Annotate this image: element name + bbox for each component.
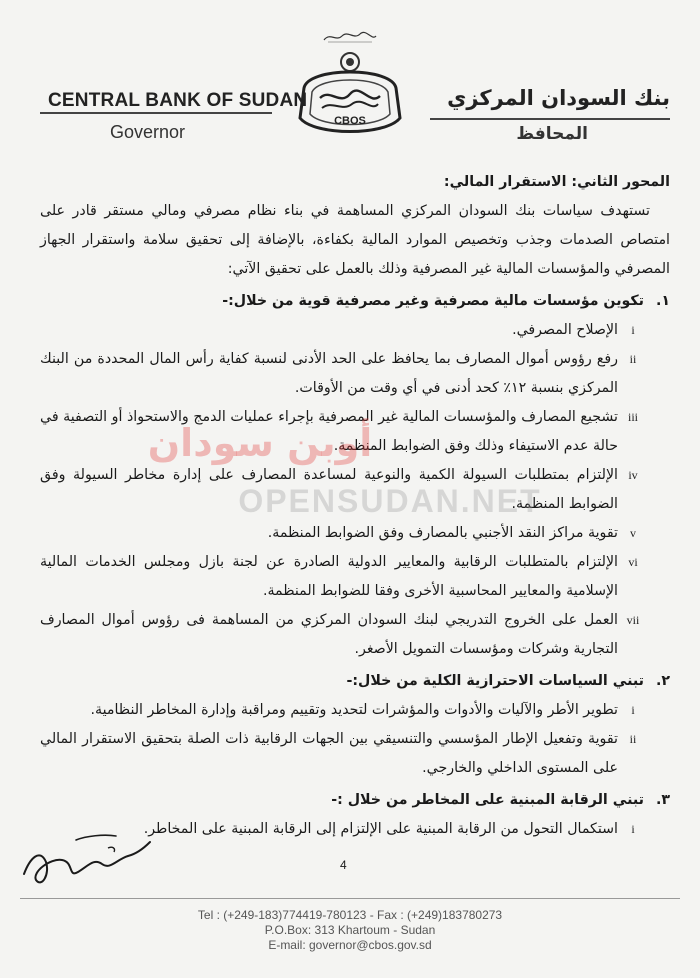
footer-pobox: P.O.Box: 313 Khartoum - Sudan — [264, 923, 436, 937]
list-item-text: الإلتزام بالمتطلبات الرقابية والمعايير الدولية الصادرة عن لجنة بازل ومجلس الخدمات المالية الإسلامية والمعايير المحاسبية الأخرى وفقا للضوابط المنظمة. — [40, 554, 618, 599]
section-number: ٢. — [655, 673, 670, 689]
list-item — [40, 606, 670, 664]
section-heading: المحور الثاني: الاستقرار المالي: — [443, 174, 670, 190]
section-2-title — [40, 667, 670, 696]
watermark-english: OPENSUDAN.NET — [238, 483, 542, 519]
footer-contact — [0, 908, 700, 953]
governor-title-arabic: المحافظ — [516, 124, 588, 144]
list-item — [40, 316, 670, 345]
roman-numeral: ii — [629, 732, 637, 746]
section-number: ٣. — [655, 792, 670, 808]
list-item — [40, 696, 670, 725]
list-item-text: رفع رؤوس أموال المصارف بما يحافظ على الحد الأدنى لنسبة كفاية رأس المال المحددة من البنك المركزي بنسبة ١٢٪ كحد أدنى في أي وقت من الأوقات. — [40, 351, 618, 396]
list-item-text: تشجيع المصارف والمؤسسات المالية غير المصرفية بإجراء عمليات الدمج والاستحواذ أو التصفية في حالة عدم الاستيفاء وذلك وفق الضوابط المنظمة. — [40, 409, 618, 454]
basmala-calligraphy — [322, 30, 378, 44]
list-item-text: تطوير الأطر والآليات والأدوات والمؤشرات لتحديد وتقييم ومراقبة وإدارة المخاطر النظامية. — [90, 702, 618, 718]
governor-signature — [16, 818, 156, 898]
list-item — [40, 548, 670, 606]
footer-email: E-mail: governor@cbos.gov.sd — [268, 938, 432, 952]
section-3-title — [40, 786, 670, 815]
roman-numeral: i — [631, 323, 635, 337]
roman-numeral: vi — [628, 555, 638, 569]
roman-numeral: i — [631, 822, 635, 836]
intro-paragraph: تستهدف سياسات بنك السودان المركزي المساهمة في بناء نظام مصرفي ومالي مستقر قادر على امتصاص الصدمات وجذب وتخصيص الموارد المالية بكفاءة، بالإضافة إلى تحقيق سلامة واستقرار الجهاز المصرفي والمؤسسات المالية غير المصرفية وذلك بالعمل على تحقيق الآتي: — [40, 203, 670, 277]
roman-numeral: iv — [628, 468, 638, 482]
bank-name-english: CENTRAL BANK OF SUDAN — [48, 90, 308, 111]
governor-title-english: Governor — [110, 122, 186, 142]
list-item-text: تقوية وتفعيل الإطار المؤسسي والتنسيقي بين الجهات الرقابية ذات الصلة بتحقيق الاستقرار المالي على المستوى الداخلي والخارجي. — [40, 731, 618, 776]
roman-numeral: i — [631, 703, 635, 717]
list-item — [40, 519, 670, 548]
list-item-text: الإلتزام بمتطلبات السيولة الكمية والنوعية لمساعدة المصارف على إدارة مخاطر السيولة وفق الضوابط المنظمة. — [40, 467, 618, 512]
section-title-text: تبني السياسات الاحترازية الكلية من خلال:- — [346, 673, 644, 689]
roman-numeral: vii — [626, 613, 640, 627]
bank-name-arabic: بنك السودان المركزي — [447, 86, 670, 110]
document-body — [40, 168, 670, 844]
roman-numeral: iii — [627, 410, 638, 424]
list-item-text: العمل على الخروج التدريجي لبنك السودان المركزي من المساهمة فى رؤوس أموال المصارف التجارية وشركات ومؤسسات التمويل الأصغر. — [40, 612, 618, 657]
section-title-text: تكوين مؤسسات مالية مصرفية وغير مصرفية قوية من خلال:- — [222, 293, 644, 309]
footer-rule — [20, 898, 680, 899]
list-item-text: الإصلاح المصرفي. — [512, 322, 618, 338]
section-number: ١. — [655, 293, 670, 309]
list-item — [40, 461, 670, 519]
letterhead-rule-left — [40, 112, 272, 114]
list-item-text: استكمال التحول من الرقابة المبنية على الإلتزام إلى الرقابة المبنية على المخاطر. — [143, 821, 618, 837]
list-item-text: تقوية مراكز النقد الأجنبي بالمصارف وفق الضوابط المنظمة. — [267, 525, 618, 541]
roman-numeral: ii — [629, 352, 637, 366]
page-number: 4 — [340, 858, 347, 872]
footer-tel: Tel : (+249-183)774419-780123 - Fax : (+249)183780273 — [197, 908, 503, 922]
letterhead-rule-right — [430, 118, 670, 120]
section-title-text: تبني الرقابة المبنية على المخاطر من خلال :- — [331, 792, 644, 808]
svg-text:CBOS: CBOS — [334, 115, 366, 127]
list-item — [40, 403, 670, 461]
watermark-arabic: أوبن سودان — [147, 421, 373, 465]
list-item — [40, 725, 670, 783]
roman-numeral: v — [630, 526, 636, 540]
list-item — [40, 345, 670, 403]
section-1-title — [40, 287, 670, 316]
